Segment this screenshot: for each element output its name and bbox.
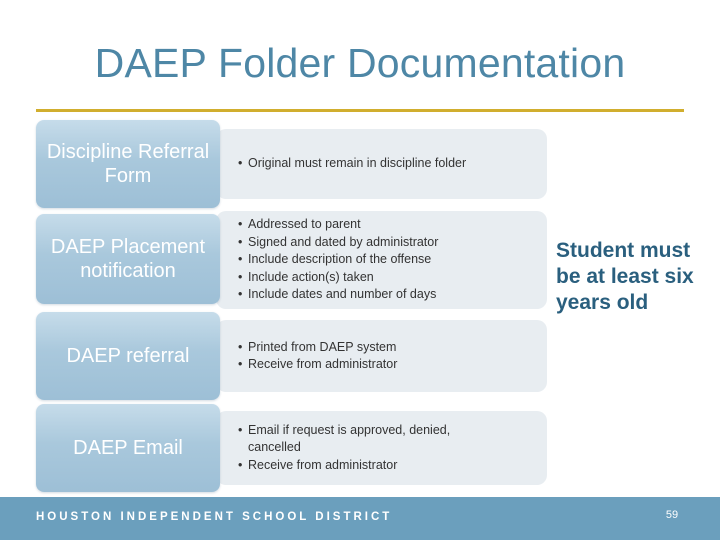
detail-bullet: • Include dates and number of days xyxy=(238,287,437,302)
row-detail-discipline-referral-form xyxy=(216,129,547,199)
detail-bullet: • Signed and dated by administrator xyxy=(238,234,439,249)
row-label-discipline-referral-form: Discipline Referral Form xyxy=(36,120,220,208)
detail-bullet: • Include description of the offense xyxy=(238,252,432,267)
row-detail-daep-referral xyxy=(216,320,547,392)
detail-bullet: • Receive from administrator xyxy=(238,457,398,472)
footer-bar xyxy=(0,497,720,540)
detail-bullet: • Include action(s) taken xyxy=(238,269,374,284)
detail-bullet: • Receive from administrator xyxy=(238,357,398,371)
row-detail-daep-email xyxy=(216,411,547,485)
title-divider xyxy=(36,109,684,112)
page-number: 59 xyxy=(665,509,679,521)
detail-bullet: • Printed from DAEP system xyxy=(238,339,397,354)
detail-bullet: • Original must remain in discipline folder xyxy=(238,156,467,171)
row-label-daep-placement-notification: DAEP Placement notification xyxy=(36,214,220,304)
detail-bullet: • Email if request is approved, denied, cancelled xyxy=(238,422,451,455)
row-label-daep-email: DAEP Email xyxy=(36,404,220,492)
district-name: HOUSTON INDEPENDENT SCHOOL DISTRICT xyxy=(36,511,393,523)
slide-title: DAEP Folder Documentation xyxy=(94,40,626,86)
side-note: Student must be at least six years old xyxy=(556,239,694,314)
detail-bullet: • Addressed to parent xyxy=(238,217,361,232)
row-detail-daep-placement-notification xyxy=(216,211,547,309)
row-label-daep-referral: DAEP referral xyxy=(36,312,220,400)
